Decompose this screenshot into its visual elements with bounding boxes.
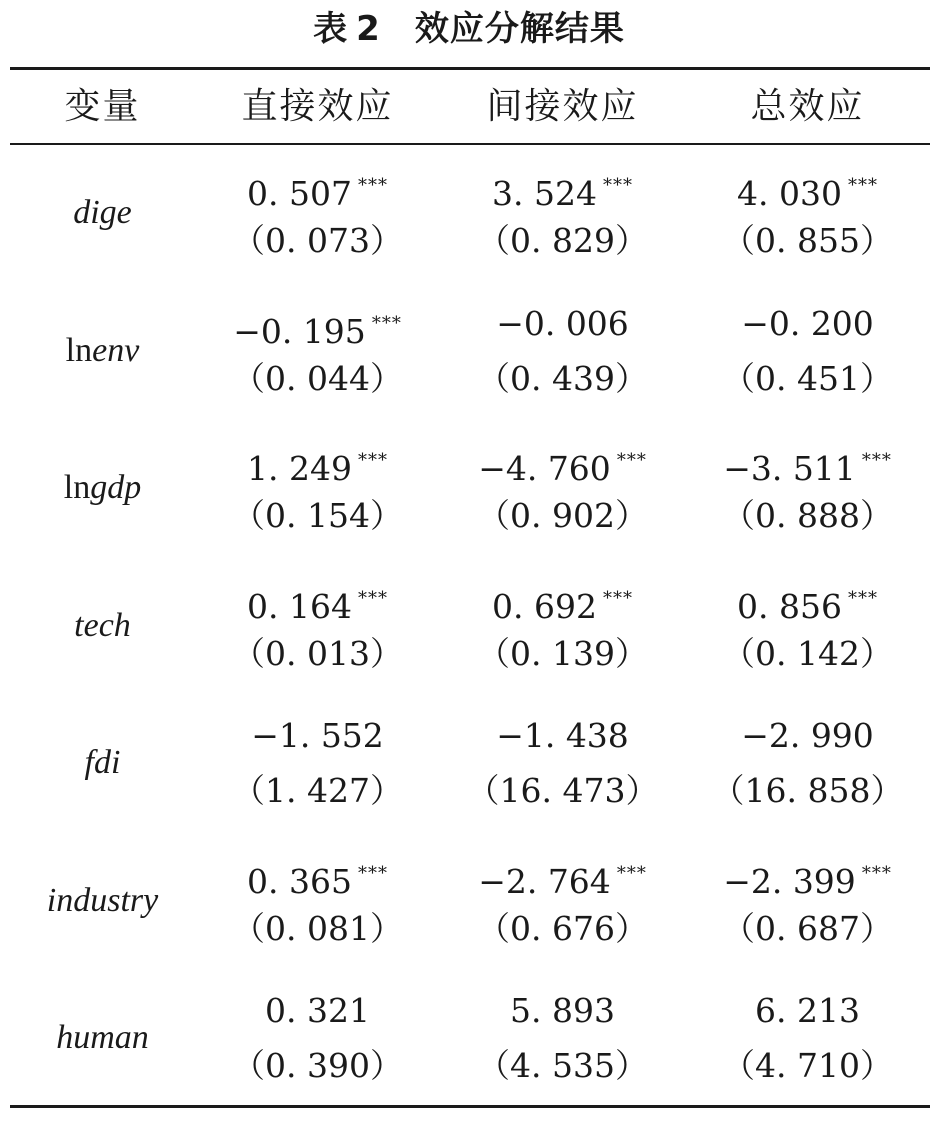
estimate-cell [685,158,930,268]
estimate-cell [440,708,685,818]
coefficient-line [685,708,930,764]
significance-stars: *** [847,175,878,196]
significance-stars: *** [357,175,388,196]
significance-stars: *** [616,862,647,884]
significance-stars: *** [371,312,402,334]
variable-name [10,571,195,681]
estimate-cell [685,571,930,681]
standard-error: （0. 888） [722,496,893,535]
coefficient-line [685,983,930,1039]
coefficient-value: 0. 164 [247,586,352,626]
variable-name [10,846,195,956]
standard-error: （0. 390） [232,1046,403,1085]
coefficient-line [440,296,685,352]
coefficient-value: −2. 990 [741,716,874,755]
variable-name [10,708,195,818]
estimate-cell [440,158,685,268]
estimate-cell [685,296,930,406]
coefficient-value: 6. 213 [755,991,860,1030]
table-row [0,983,938,1119]
variable-name [10,983,195,1093]
coefficient-line [440,708,685,764]
header-total-effect: 总效应 [750,86,865,127]
coefficient-line [440,433,685,489]
variable-symbol: tech [74,606,131,644]
standard-error: （0. 139） [477,633,648,673]
standard-error: （0. 676） [477,908,648,948]
bottom-rule [10,1105,930,1108]
table-row [0,708,938,844]
variable-symbol: env [92,331,140,369]
significance-stars: *** [602,587,633,609]
standard-error: （0. 154） [232,496,403,535]
coefficient-value: −0. 006 [496,303,629,343]
significance-stars: *** [357,587,388,609]
standard-error: （0. 687） [722,908,893,948]
estimate-cell [195,158,440,268]
table-row [0,433,938,569]
coefficient-line [195,158,440,214]
standard-error: （4. 710） [722,1046,893,1085]
standard-error: （0. 044） [232,358,403,398]
table-row [0,296,938,432]
coefficient-line [685,296,930,352]
standard-error: （16. 473） [466,771,659,810]
standard-error: （0. 142） [722,633,893,673]
standard-error: （0. 439） [477,358,648,398]
coefficient-line [440,846,685,902]
estimate-cell [195,708,440,818]
variable-symbol: human [56,1019,149,1056]
coefficient-line [195,846,440,902]
standard-error: （4. 535） [477,1046,648,1085]
standard-error: （0. 073） [232,221,403,260]
estimate-cell [440,296,685,406]
variable-name [10,158,195,268]
coefficient-value: 4. 030 [737,174,842,213]
coefficient-value: 0. 507 [247,174,352,213]
variable-symbol: gdp [90,469,142,506]
coefficient-line [440,571,685,627]
header-indirect-effect: 间接效应 [486,86,639,127]
significance-stars: *** [357,450,388,471]
estimate-cell [195,571,440,681]
standard-error: （0. 081） [232,908,403,948]
estimate-cell [685,846,930,956]
standard-error: （0. 902） [477,496,648,535]
table-title [0,6,938,52]
estimate-cell [195,296,440,406]
standard-error: （0. 855） [722,221,893,260]
variable-prefix: ln [65,331,93,369]
coefficient-line [685,846,930,902]
variable-symbol: dige [73,194,132,231]
standard-error: （0. 013） [232,633,403,673]
estimate-cell [440,846,685,956]
coefficient-value: 0. 321 [265,991,370,1030]
estimate-cell [440,983,685,1093]
coefficient-line [685,571,930,627]
header-rule [10,143,930,145]
table-number: 2 [356,9,381,49]
coefficient-value: 1. 249 [247,449,352,488]
coefficient-value: −1. 438 [496,716,629,755]
standard-error: （1. 427） [232,771,403,810]
coefficient-value: 0. 856 [737,586,842,626]
coefficient-line [685,158,930,214]
header-direct-effect: 直接效应 [241,86,394,127]
variable-symbol: industry [46,881,159,919]
variable-name [10,433,195,543]
table-row [0,846,938,982]
table-header [0,78,938,136]
significance-stars: *** [861,450,892,471]
coefficient-line [195,983,440,1039]
header-variable: 变量 [64,86,141,127]
coefficient-value: −4. 760 [478,449,611,488]
significance-stars: *** [602,175,633,196]
coefficient-line [440,158,685,214]
coefficient-value: 5. 893 [510,991,615,1030]
coefficient-value: −2. 764 [478,861,611,901]
coefficient-value: −2. 399 [723,861,856,901]
estimate-cell [195,846,440,956]
coefficient-line [195,708,440,764]
coefficient-value: 0. 365 [247,861,352,901]
estimate-cell [195,433,440,543]
top-rule [10,67,930,70]
variable-symbol: fdi [84,744,121,781]
coefficient-line [685,433,930,489]
significance-stars: *** [847,587,878,609]
coefficient-line [195,433,440,489]
estimate-cell [440,571,685,681]
coefficient-line [440,983,685,1039]
estimate-cell [195,983,440,1093]
coefficient-value: −1. 552 [251,716,384,755]
standard-error: （0. 829） [477,221,648,260]
table-row [0,158,938,294]
variable-name [10,296,195,406]
table-caption: 效应分解结果 [414,9,625,49]
coefficient-value: 0. 692 [492,586,597,626]
coefficient-value: −3. 511 [723,449,856,488]
table-row [0,571,938,707]
coefficient-value: −0. 195 [233,311,366,351]
estimate-cell [685,708,930,818]
table-label: 表 [313,9,349,49]
coefficient-value: −0. 200 [741,303,874,343]
standard-error: （0. 451） [722,358,893,398]
variable-prefix: ln [63,469,91,506]
estimate-cell [685,433,930,543]
standard-error: （16. 858） [711,771,904,810]
significance-stars: *** [357,862,388,884]
significance-stars: *** [861,862,892,884]
estimate-cell [440,433,685,543]
estimate-cell [685,983,930,1093]
coefficient-line [195,571,440,627]
coefficient-line [195,296,440,352]
significance-stars: *** [616,450,647,471]
coefficient-value: 3. 524 [492,174,597,213]
